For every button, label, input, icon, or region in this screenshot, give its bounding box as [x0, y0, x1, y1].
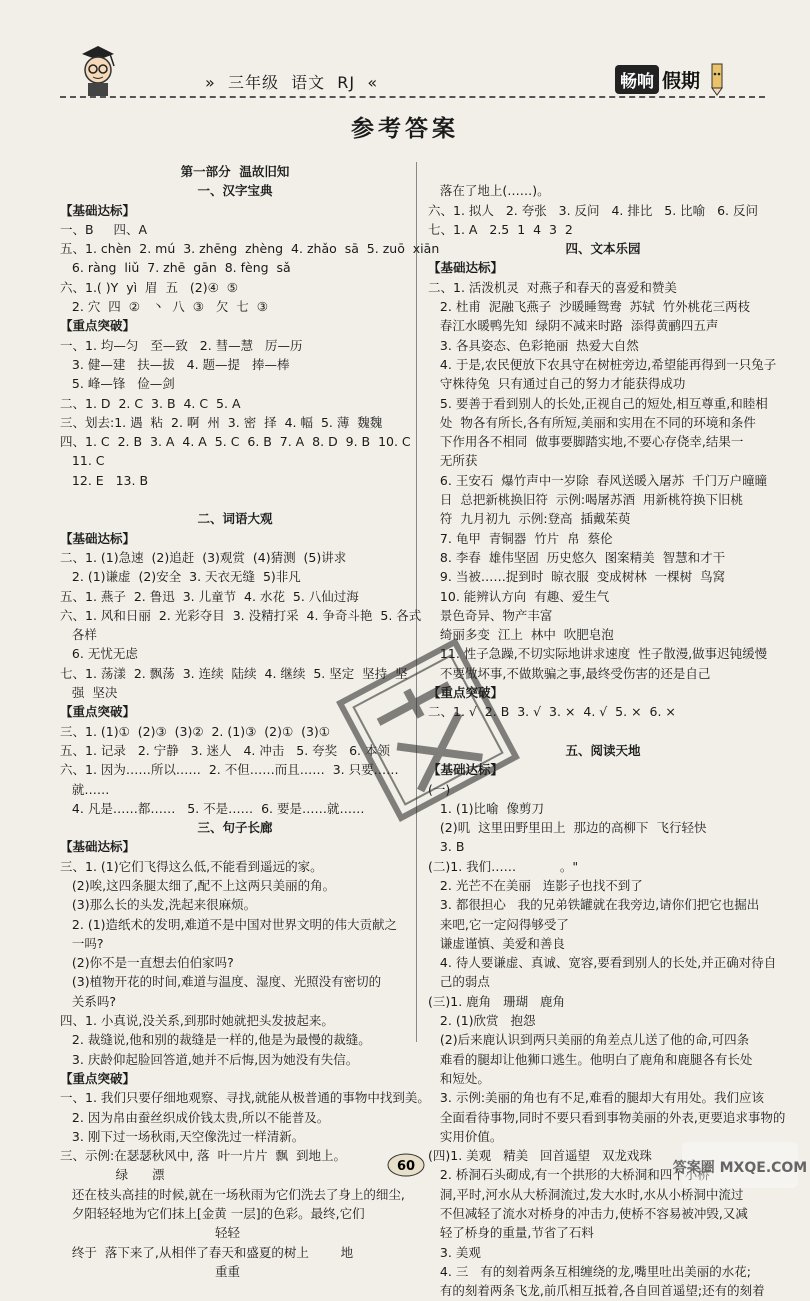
answer-line: 全面看待事物,同时不要只看到事物美丽的外表,更要追求事物的: [428, 1109, 786, 1125]
brand-part-b: 假期: [662, 69, 701, 92]
page-header: [60, 40, 760, 98]
answer-line: 有的刻着两条飞龙,前爪相互抵着,各自回首遥望;还有的刻着: [428, 1283, 765, 1299]
answer-line: 第一部分 温故旧知: [180, 164, 290, 179]
answer-line: 关系吗?: [60, 993, 117, 1009]
answer-line: 6. 王安石 爆竹声中一岁除 春风送暖入屠苏 千门万户曈曈: [428, 472, 768, 488]
brand-part-a: 畅响: [615, 65, 659, 94]
answer-line: (四)1. 美观 精美 回首遥望 双龙戏珠: [428, 1148, 652, 1164]
answer-line: 四、文本乐园: [565, 241, 641, 257]
answer-line: 轻轻: [60, 1225, 240, 1241]
answer-line: 二、词语大观: [197, 511, 273, 527]
answer-line: 4. 于是,农民便放下农具守在树桩旁边,希望能再得到一只兔子: [428, 356, 777, 372]
answer-line: 5. 要善于看到别人的长处,正视自己的短处,相互尊重,和睦相: [428, 395, 768, 411]
answer-line: 三、1. (1)① (2)③ (3)② 2. (1)③ (2)① (3)①: [60, 723, 331, 739]
answer-line: 2. 桥洞石头砌成,有一个拱形的大桥洞和四个小桥: [428, 1167, 710, 1183]
answer-line: 七、1. 荡漾 2. 飘荡 3. 连续 陆续 4. 继续 5. 坚定 坚持 坚: [60, 665, 408, 681]
answer-line: 来吧,它一定闷得够受了: [428, 916, 569, 932]
page-title: 参考答案: [351, 116, 459, 142]
answer-line: 六、1. 拟人 2. 夸张 3. 反问 4. 排比 5. 比喻 6. 反问: [428, 202, 758, 218]
answer-line: 2. 光芒不在美丽 连影子也找不到了: [428, 877, 643, 893]
answer-line: 强 坚决: [60, 685, 118, 701]
answer-line: 春江水暖鸭先知 绿阴不减来时路 添得黄鹂四五声: [428, 318, 719, 334]
answer-line: 无所获: [428, 453, 478, 469]
answer-line: 三、句子长廊: [197, 820, 273, 836]
answer-line: 二、1. D 2. C 3. B 4. C 5. A: [60, 395, 241, 411]
column-divider: [416, 162, 417, 1042]
answer-line: 2. 穴 四 ② 丶 八 ③ 欠 七 ③: [60, 299, 268, 315]
answer-line: 七、1. A 2.5 1 4 3 2: [428, 221, 573, 237]
answer-line: 2. 杜甫 泥融飞燕子 沙暖睡鸳鸯 苏轼 竹外桃花三两枝: [428, 299, 751, 315]
answer-line: 一、B 四、A: [60, 221, 147, 237]
answer-line: 11. 性子急躁,不切实际地讲求速度 性子散漫,做事迟钝缓慢: [428, 646, 768, 662]
answer-line: 2. (1)谦虚 (2)安全 3. 天衣无缝 5)非凡: [60, 569, 301, 585]
answer-line: 【基础达标】: [428, 260, 504, 276]
answer-line: 五、1. chèn 2. mú 3. zhēng zhèng 4. zhǎo sā 5. zuō xiān: [60, 241, 440, 257]
brand-logo: [615, 62, 730, 96]
answer-line: 【基础达标】: [60, 202, 136, 218]
answer-line: (一): [428, 781, 451, 797]
answer-line: 3. 刚下过一场秋雨,天空像洗过一样清新。: [60, 1128, 305, 1144]
answer-line: 1. (1)比喻 像剪刀: [428, 800, 544, 816]
answer-line: 绿 漂: [60, 1167, 165, 1183]
answer-line: 8. 李春 雄伟坚固 历史悠久 图案精美 智慧和才干: [428, 549, 726, 565]
answer-line: 【重点突破】: [60, 1070, 136, 1086]
answer-line: 下作用各不相同 做事要脚踏实地,不要心存侥幸,结果一: [428, 434, 744, 450]
answer-line: 3. 都很担心 我的兄弟铁罐就在我旁边,请你们把它也掘出: [428, 897, 760, 913]
answer-line: 二、1. √ 2. B 3. √ 3. × 4. √ 5. × 6. ×: [428, 704, 676, 720]
answer-line: (三)1. 鹿角 珊瑚 鹿角: [428, 993, 565, 1009]
answer-line: 6. ràng liǔ 7. zhē gān 8. fèng sǎ: [60, 260, 291, 276]
answer-line: 10. 能辨认方向 有趣、爱生气: [428, 588, 610, 604]
answer-line: 夕阳轻轻地为它们抹上[金黄 一层]的色彩。最终,它们: [60, 1206, 365, 1222]
answer-line: 三、1. (1)它们飞得这么低,不能看到遥远的家。: [60, 858, 323, 874]
answer-line: 日 总把新桃换旧符 示例:喝屠苏酒 用新桃符换下旧桃: [428, 492, 743, 508]
watermark-logo: [672, 1140, 808, 1190]
answer-line: [60, 490, 410, 509]
answer-line: 守株待兔 只有通过自己的努力才能获得成功: [428, 376, 686, 392]
answer-line: (2)叽 这里田野里田上 那边的高柳下 飞行轻快: [428, 820, 707, 836]
answer-line: 4. 待人要谦虚、真诚、宽容,要看到别人的长处,并正确对待自: [428, 955, 777, 971]
answer-line: 实用价值。: [428, 1128, 503, 1144]
header-divider: [60, 96, 765, 98]
answer-line: 四、1. 小真说,没关系,到那时她就把头发披起来。: [60, 1013, 334, 1029]
answer-line: 一吗?: [60, 935, 104, 951]
answer-line: 处 物各有所长,各有所短,美丽和实用在不同的环境和条件: [428, 414, 756, 430]
answer-line: 二、1. 活泼机灵 对燕子和春天的喜爱和赞美: [428, 279, 677, 295]
stamp-seal: [338, 640, 518, 820]
answer-line: 就……: [60, 781, 110, 797]
answer-line: 3. 示例:美丽的角也有不足,难看的腿却大有用处。我们应该: [428, 1090, 765, 1106]
answer-line: [428, 162, 778, 181]
answer-line: 6. 无忧无虑: [60, 646, 138, 662]
answer-line: 【重点突破】: [60, 704, 136, 720]
answer-line: 3. 健—建 扶—拔 4. 题—提 捧—棒: [60, 356, 290, 372]
header-grade-subject: » 三年级 语文 RJ «: [205, 73, 379, 92]
answer-line: 【重点突破】: [60, 318, 136, 334]
answer-line: 和短处。: [428, 1070, 490, 1086]
answer-line: 一、汉字宝典: [197, 183, 273, 199]
answer-line: 4. 凡是……都…… 5. 不是…… 6. 要是……就……: [60, 800, 365, 816]
answer-line: 各样: [60, 627, 97, 643]
answer-line: 【重点突破】: [428, 685, 504, 701]
answer-line: 【基础达标】: [60, 530, 136, 546]
answer-line: 一、1. 均—匀 至—致 2. 彗—慧 厉—历: [60, 337, 303, 353]
answer-line: 不要做坏事,不做欺骗之事,最终受伤害的还是自己: [428, 665, 711, 681]
answer-line: 3. B: [428, 839, 465, 855]
answer-line: 2. 因为帛由蚕丝织成价钱太贵,所以不能普及。: [60, 1109, 330, 1125]
answer-line: (2)唉,这四条腿太细了,配不上这两只美丽的角。: [60, 877, 336, 893]
answer-line: 绮丽多变 江上 林中 吹肥皂泡: [428, 627, 614, 643]
answer-line: 五、1. 燕子 2. 鲁迅 3. 儿童节 4. 水花 5. 八仙过海: [60, 588, 359, 604]
answer-line: 六、1.( )Y yì 眉 五 (2)④ ⑤: [60, 279, 238, 295]
answer-line: 【基础达标】: [428, 762, 504, 778]
answer-line: (二)1. 我们…… 。": [428, 858, 579, 874]
answer-line: 己的弱点: [428, 974, 490, 990]
watermark-text: 答案圈 MXQE.COM: [672, 1160, 808, 1176]
answer-line: 三、划去:1. 遇 粘 2. 啊 州 3. 密 择 4. 幅 5. 薄 魏魏: [60, 414, 383, 430]
answer-line: 谦虚谨慎、美爱和善良: [428, 935, 565, 951]
answer-line: 还在枝头高挂的时候,就在一场秋雨为它们洗去了身上的细尘,: [60, 1186, 405, 1202]
page-number-badge: [386, 1150, 426, 1178]
answer-line: 4. 三 有的刻着两条互相缠绕的龙,嘴里吐出美丽的水花;: [428, 1263, 751, 1279]
answer-line: 五、1. 记录 2. 宁静 3. 迷人 4. 冲击 5. 夸奖 6. 本领: [60, 742, 390, 758]
answer-line: 2. (1)造纸术的发明,难道不是中国对世界文明的伟大贡献之: [60, 916, 398, 932]
page-number: 60: [396, 1159, 416, 1174]
pencil-icon: [704, 62, 730, 96]
answer-line: 景色奇异、物产丰富: [428, 607, 553, 623]
answer-line: 9. 当被……捉到时 晾衣服 变成树林 一棵树 鸟窝: [428, 569, 726, 585]
answer-line: 四、1. C 2. B 3. A 4. A 5. C 6. B 7. A 8. D 9. B 10. C: [60, 434, 411, 450]
answer-line: 3. 庆龄仰起脸回答道,她并不后悔,因为她没有失信。: [60, 1051, 359, 1067]
answer-line: 五、阅读天地: [565, 742, 641, 758]
answer-line: 六、1. 因为……所以…… 2. 不但……而且…… 3. 只要……: [60, 762, 399, 778]
answer-line: 一、1. 我们只要仔细地观察、寻找,就能从极普通的事物中找到美。: [60, 1090, 430, 1106]
answer-line: 轻了桥身的重量,节省了石料: [428, 1225, 594, 1241]
answer-line: 2. (1)欣赏 抱怨: [428, 1013, 536, 1029]
answer-line: 7. 龟甲 青铜器 竹片 帛 蔡伦: [428, 530, 613, 546]
answer-line: 难看的腿却让他狮口逃生。他明白了鹿角和鹿腿各有长处: [428, 1051, 753, 1067]
answer-line: 3. 美观: [428, 1244, 481, 1260]
answer-line: 11. C: [60, 453, 105, 469]
answer-line: (2)你不是一直想去伯伯家吗?: [60, 955, 234, 971]
answer-line: 终于 落下来了,从相伴了春天和盛夏的树上 地: [60, 1244, 354, 1260]
answer-line: 二、1. (1)急速 (2)追赶 (3)观赏 (4)猜测 (5)讲求: [60, 549, 347, 565]
answer-line: 5. 峰—锋 俭—剑: [60, 376, 175, 392]
answer-line: (3)植物开花的时间,难道与温度、湿度、光照没有密切的: [60, 974, 382, 990]
answer-line: 重重: [60, 1263, 240, 1279]
answer-line: 三、示例:在瑟瑟秋风中, 落 叶一片片 飘 到地上。: [60, 1148, 346, 1164]
answer-line: 六、1. 风和日丽 2. 光彩夺目 3. 没精打采 4. 争奇斗艳 5. 各式: [60, 607, 422, 623]
answer-line: 落在了地上(……)。: [428, 183, 550, 199]
answer-line: 12. E 13. B: [60, 472, 149, 488]
answer-line: 符 九月初九 示例:登高 插戴茱萸: [428, 511, 631, 527]
answer-line: (3)那么长的头发,洗起来很麻烦。: [60, 897, 257, 913]
answer-line: 2. 裁缝说,他和别的裁缝是一样的,他是为最慢的裁缝。: [60, 1032, 371, 1048]
mascot-icon: [70, 42, 126, 98]
answer-line: 【基础达标】: [60, 839, 136, 855]
answer-line: 洞,平时,河水从大桥洞流过,发大水时,水从小桥洞中流过: [428, 1186, 744, 1202]
answer-line: (2)后来鹿认识到两只美丽的角差点儿送了他的命,可四条: [428, 1032, 750, 1048]
answer-line: 不但减轻了流水对桥身的冲击力,使桥不容易被冲毁,又减: [428, 1206, 748, 1222]
answer-line: 3. 各具姿态、色彩艳丽 热爱大自然: [428, 337, 639, 353]
